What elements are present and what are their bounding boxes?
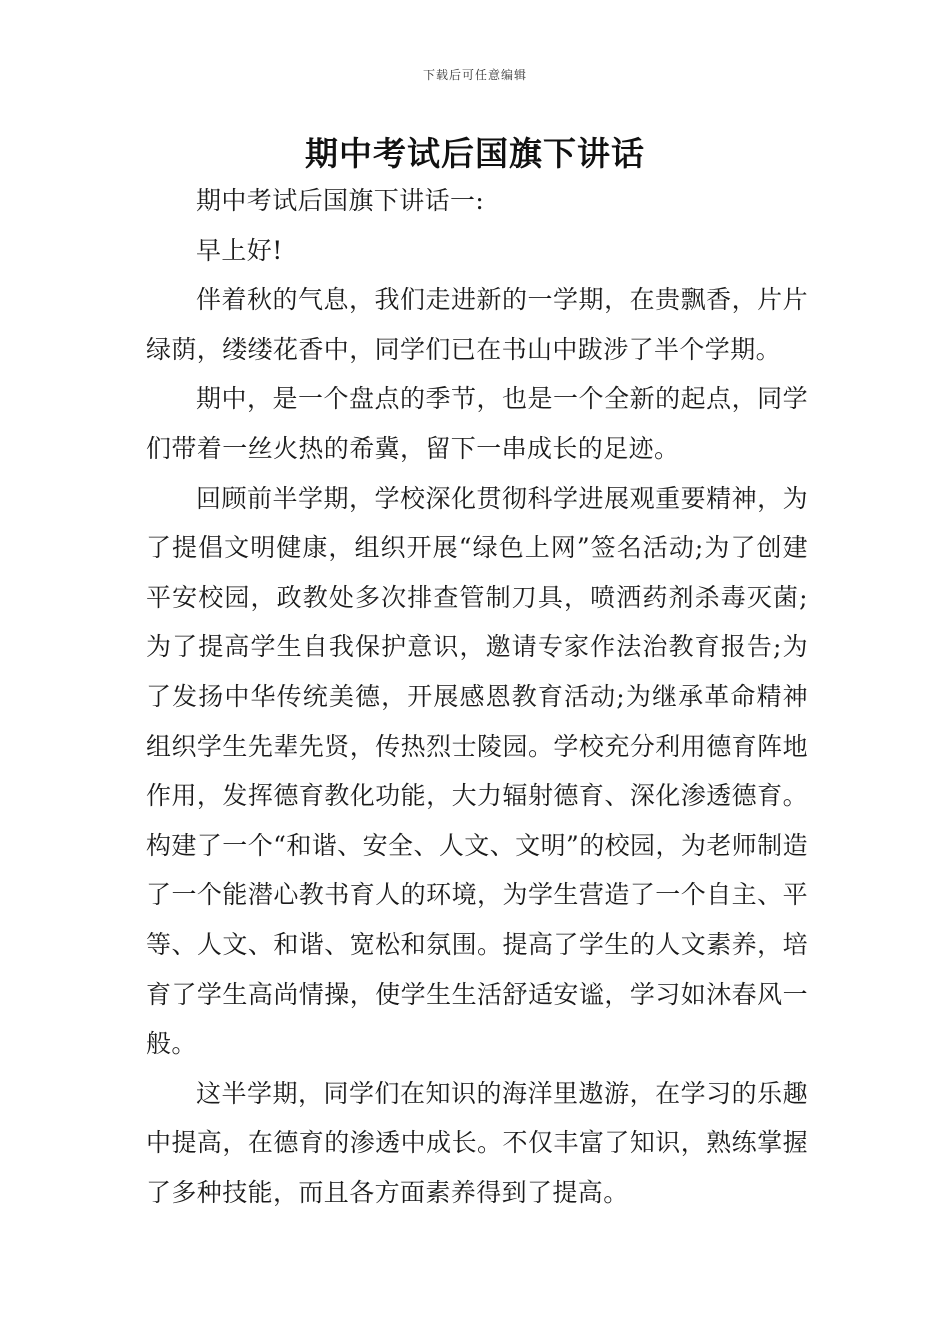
paragraph: 期中，是一个盘点的季节，也是一个全新的起点，同学们带着一丝火热的希冀，留下一串成长的足迹。 [146, 384, 808, 463]
paragraph: 这半学期，同学们在知识的海洋里遨游，在学习的乐趣中提高，在德育的渗透中成长。不仅丰富了知识，熟练掌握了多种技能，而且各方面素养得到了提高。 [146, 1078, 808, 1207]
paragraph: 伴着秋的气息，我们走进新的一学期，在贵飘香，片片绿荫，缕缕花香中，同学们已在书山中跋涉了半个学期。 [146, 285, 808, 364]
paragraph-greeting: 早上好! [196, 235, 283, 265]
paragraph-speech-heading: 期中考试后国旗下讲话一: [196, 186, 485, 215]
document-body [146, 176, 808, 1217]
document-title: 期中考试后国旗下讲话 [305, 134, 645, 173]
header-note: 下载后可任意编辑 [422, 68, 527, 82]
paragraph: 回顾前半学期，学校深化贯彻科学进展观重要精神，为了提倡文明健康，组织开展“绿色上网”签名活动;为了创建平安校园，政教处多次排查管制刀具，喷洒药剂杀毒灭菌;为了提高学生自我保护意识，邀请专家作法治教育报告;为了发扬中华传统美德，开展感恩教育活动;为继承革命精神组织学生先辈先贤，传热烈士陵园。学校充分利用德育阵地作用，发挥德育教化功能，大力辐射德育、深化渗透德育。构建了一个“和谐、安全、人文、文明”的校园，为老师制造了一个能潜心教书育人的环境，为学生营造了一个自主、平等、人文、和谐、宽松和氛围。提高了学生的人文素养，培育了学生高尚情操，使学生生活舒适安谧，学习如沐春风一般。 [146, 483, 808, 1059]
